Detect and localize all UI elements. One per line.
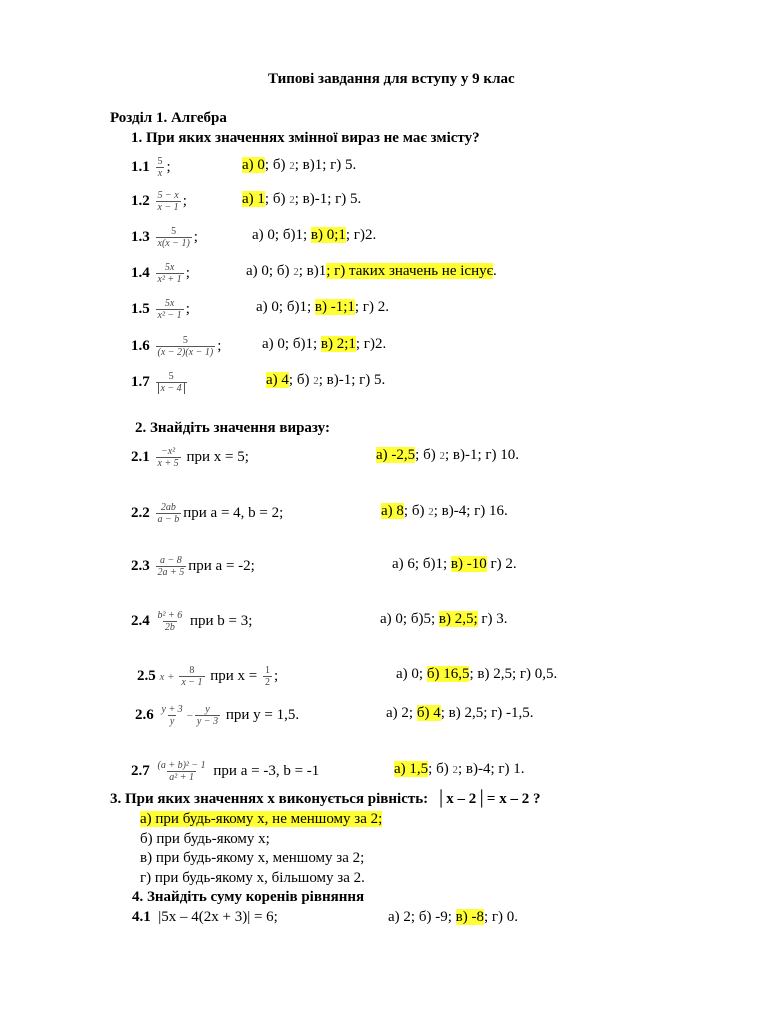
q1-answers: а) 0; б)1; в) 2;1; г)2. xyxy=(262,336,387,352)
q2-answers: а) 0; б) 16,5; в) 2,5; г) 0,5. xyxy=(396,666,558,682)
q1-answers: а) 0; б) 2; в)1; г) 5. xyxy=(242,157,357,173)
q2-item: 2.6 $\frac{y + 3}{y}$ − $\frac{y}{y - 3}$ при y = 1,5. xyxy=(135,704,300,727)
q4-answers: а) 2; б) -9; в) -8; г) 0. xyxy=(388,909,519,925)
q4-item: 4.1 |5x – 4(2x + 3)| = 6; xyxy=(132,909,278,925)
q1-item: 1.3 $\frac{5}{x(x - 1)}$ ; xyxy=(131,226,198,249)
q3-equation: │x – 2│= x – 2 ? xyxy=(435,791,541,807)
q1-item: 1.1 $\frac{5}{x}$ ; xyxy=(131,156,171,179)
q2-answers: а) 8; б) 2; в)-4; г) 16. xyxy=(381,503,508,519)
q3-option: б) при будь-якому x; xyxy=(140,831,270,847)
page-title: Типові завдання для вступу у 9 клас xyxy=(268,71,515,87)
q1-answers: а) 0; б)1; в) -1;1; г) 2. xyxy=(256,299,389,315)
q1-item: 1.5 $\frac{5x}{\text{x² − 1}}$ ; xyxy=(131,298,190,321)
q2-answers: а) 1,5; б) 2; в)-4; г) 1. xyxy=(394,761,525,777)
q1-item: 1.4 $\frac{5x}{\text{x² + 1}}$ ; xyxy=(131,262,190,285)
q1-answers: а) 0; б) 2; в)1; г) таких значень не існує. xyxy=(246,263,497,279)
q2-answers: а) -2,5; б) 2; в)-1; г) 10. xyxy=(376,447,520,463)
q2-answers: а) 6; б)1; в) -10 г) 2. xyxy=(392,556,517,572)
q3-heading: 3. При яких значеннях x виконується рівність: │x – 2│= x – 2 ? xyxy=(110,791,541,807)
q1-item: 1.6 $\frac{5}{(x - 2)(x - 1)}$ ; xyxy=(131,335,222,358)
q3-option: в) при будь-якому x, меншому за 2; xyxy=(140,850,365,866)
q1-heading: 1. При яких значеннях змінної вираз не має змісту? xyxy=(131,130,480,146)
section-title: Розділ 1. Алгебра xyxy=(110,110,227,126)
q1-answers: а) 1; б) 2; в)-1; г) 5. xyxy=(242,191,362,207)
q1-item: 1.7 $\frac{5}{x - 4}$ xyxy=(131,371,189,394)
q4-heading: 4. Знайдіть суму коренів рівняння xyxy=(132,889,365,905)
q2-answers: а) 2; б) 4; в) 2,5; г) -1,5. xyxy=(386,705,534,721)
q2-heading: 2. Знайдіть значення виразу: xyxy=(135,420,330,436)
q2-answers: а) 0; б)5; в) 2,5; г) 3. xyxy=(380,611,508,627)
q2-item: 2.3 $\frac{a - 8}{2a + 5}$ при a = -2; xyxy=(131,555,255,578)
q1-item: 1.2 $\frac{5 - x}{x - 1}$ ; xyxy=(131,190,187,213)
q1-answers: а) 0; б)1; в) 0;1; г)2. xyxy=(252,227,377,243)
q2-item: 2.5 x + $\frac{8}{x - 1}$ при x = $\frac{1}{2}$ ; xyxy=(137,665,279,688)
q2-item: 2.1 $\frac{\text{−x²}}{x + 5}$ при x = 5; xyxy=(131,446,249,469)
q3-option: г) при будь-якому x, більшому за 2. xyxy=(140,870,365,886)
q2-item: 2.4 $\frac{\text{b² + 6}}{2b}$ при b = 3; xyxy=(131,610,253,633)
q2-item: 2.7 $\frac{\text{(a + b)² − 1}}{\text{a² + 1}}$ при a = -3, b = -1 xyxy=(131,760,320,783)
q1-answers: а) 4; б) 2; в)-1; г) 5. xyxy=(266,372,386,388)
q3-option: а) при будь-якому x, не меншому за 2; xyxy=(140,811,383,827)
q2-item: 2.2 $\frac{2ab}{a - b}$ при a = 4, b = 2; xyxy=(131,502,284,525)
